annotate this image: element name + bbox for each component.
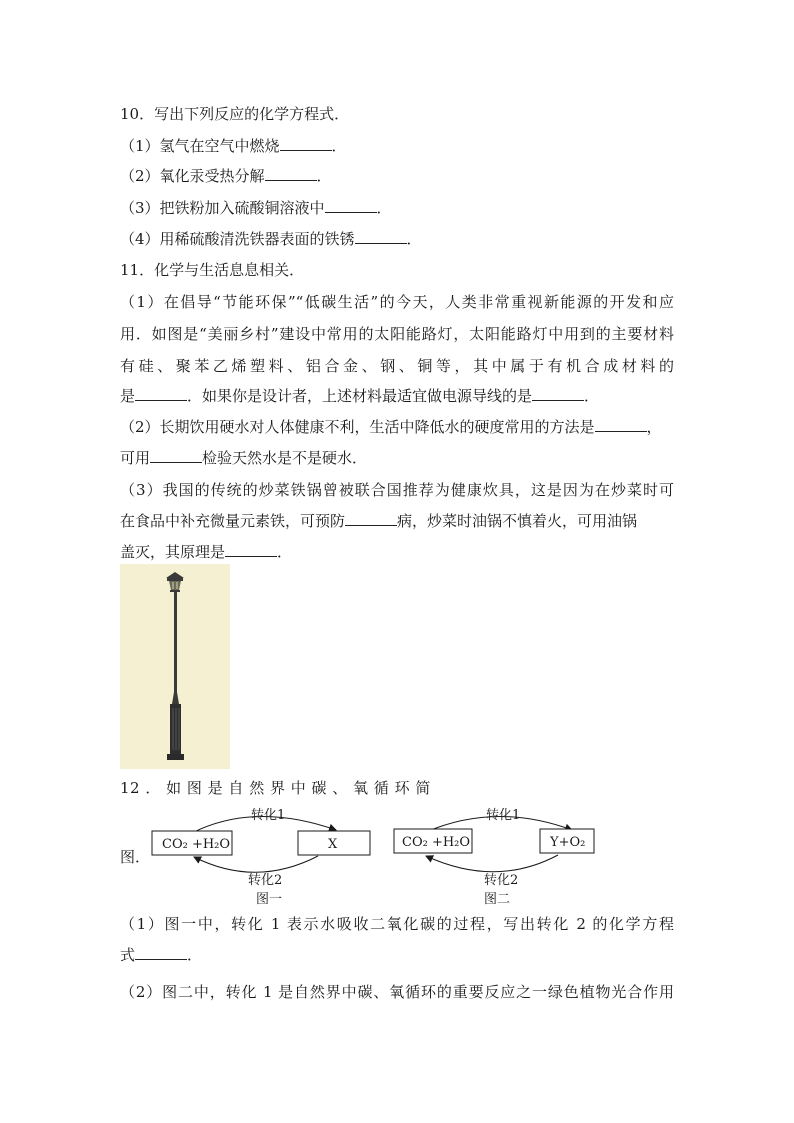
fig1-caption: 图一 bbox=[256, 892, 283, 907]
q12-sub1-line2: 式 ． bbox=[120, 946, 203, 964]
q11-p3-line2: 在食品中补充微量元素铁，可预防 病，炒菜时油锅不慎着火，可用油锅 bbox=[120, 512, 638, 530]
q10-item-4: （4）用稀硫酸清洗铁器表面的铁锈 ． bbox=[120, 230, 422, 248]
fig1-left-box-label: CO₂ +H₂O bbox=[162, 837, 231, 852]
fig1-top-label: 转化1 bbox=[251, 808, 286, 823]
q12-sub1-line1: （1）图一中，转化 1 表示水吸收二氧化碳的过程，写出转化 2 的化学方程 bbox=[120, 915, 674, 933]
fig2-top-label: 转化1 bbox=[486, 808, 521, 823]
answer-blank[interactable] bbox=[595, 417, 647, 432]
q11-p2-line1: （2）长期饮用硬水对人体健康不利，生活中降低水的硬度常用的方法是 ， bbox=[120, 418, 662, 436]
answer-blank[interactable] bbox=[225, 542, 277, 557]
q12-sub2-line1: （2）图二中，转化 1 是自然界中碳、氧循环的重要反应之一绿色植物光合作用 bbox=[120, 983, 674, 1001]
q11-title: 11．化学与生活息息相关． bbox=[120, 261, 305, 279]
answer-blank[interactable] bbox=[355, 229, 407, 244]
answer-blank[interactable] bbox=[345, 511, 397, 526]
solar-street-lamp-image bbox=[120, 564, 230, 769]
answer-blank[interactable] bbox=[135, 386, 187, 401]
answer-blank[interactable] bbox=[280, 136, 332, 151]
q12-intro-line1: 12 ． 如 图 是 自 然 界 中 碳 、 氧 循 环 简 bbox=[120, 779, 431, 797]
answer-blank[interactable] bbox=[135, 945, 187, 960]
fig2-bottom-arrow bbox=[426, 855, 558, 872]
q11-p3-line3: 盖灭，其原理是 ． bbox=[120, 543, 293, 561]
fig2-right-box-label: Y+O₂ bbox=[550, 835, 586, 850]
q11-p2-line2: 可用 检验天然水是不是硬水． bbox=[120, 449, 368, 467]
q11-p1-line4: 是 ．如果你是设计者，上述材料最适宜做电源导线的是 ． bbox=[120, 387, 600, 405]
q12-intro-line2: 图． bbox=[120, 848, 151, 866]
q11-p3-line1: （3）我国的传统的炒菜铁锅曾被联合国推荐为健康炊具，这是因为在炒菜时可 bbox=[120, 481, 674, 499]
q10-item-2: （2）氧化汞受热分解 ． bbox=[120, 167, 332, 185]
q10-title: 10．写出下列反应的化学方程式． bbox=[120, 105, 350, 123]
fig2-left-box-label: CO₂ +H₂O bbox=[402, 835, 471, 850]
carbon-oxygen-cycle-diagram-1 bbox=[146, 800, 376, 910]
answer-blank[interactable] bbox=[325, 198, 377, 213]
answer-blank[interactable] bbox=[532, 386, 584, 401]
fig1-right-box-label: X bbox=[328, 837, 338, 852]
fig2-bottom-label: 转化2 bbox=[484, 873, 519, 888]
fig1-bottom-label: 转化2 bbox=[248, 873, 283, 888]
answer-blank[interactable] bbox=[150, 448, 202, 463]
q11-p1-line3: 有硅、聚苯乙烯塑料、铝合金、钢、铜等，其中属于有机合成材料的 bbox=[120, 357, 674, 375]
answer-blank[interactable] bbox=[265, 166, 317, 181]
q10-item-1: （1）氢气在空气中燃烧 ． bbox=[120, 137, 347, 155]
q11-p1-line2: 用．如图是“美丽乡村”建设中常用的太阳能路灯，太阳能路灯中用到的主要材料 bbox=[120, 325, 674, 343]
q11-p1-line1: （1）在倡导“节能环保”“低碳生活”的今天，人类非常重视新能源的开发和应 bbox=[120, 293, 674, 311]
q10-item-3: （3）把铁粉加入硫酸铜溶液中 ． bbox=[120, 199, 392, 217]
fig2-caption: 图二 bbox=[484, 892, 511, 907]
carbon-oxygen-cycle-diagram-2 bbox=[386, 800, 600, 910]
lamp-pole bbox=[174, 592, 177, 692]
fig1-bottom-arrow bbox=[194, 856, 318, 872]
